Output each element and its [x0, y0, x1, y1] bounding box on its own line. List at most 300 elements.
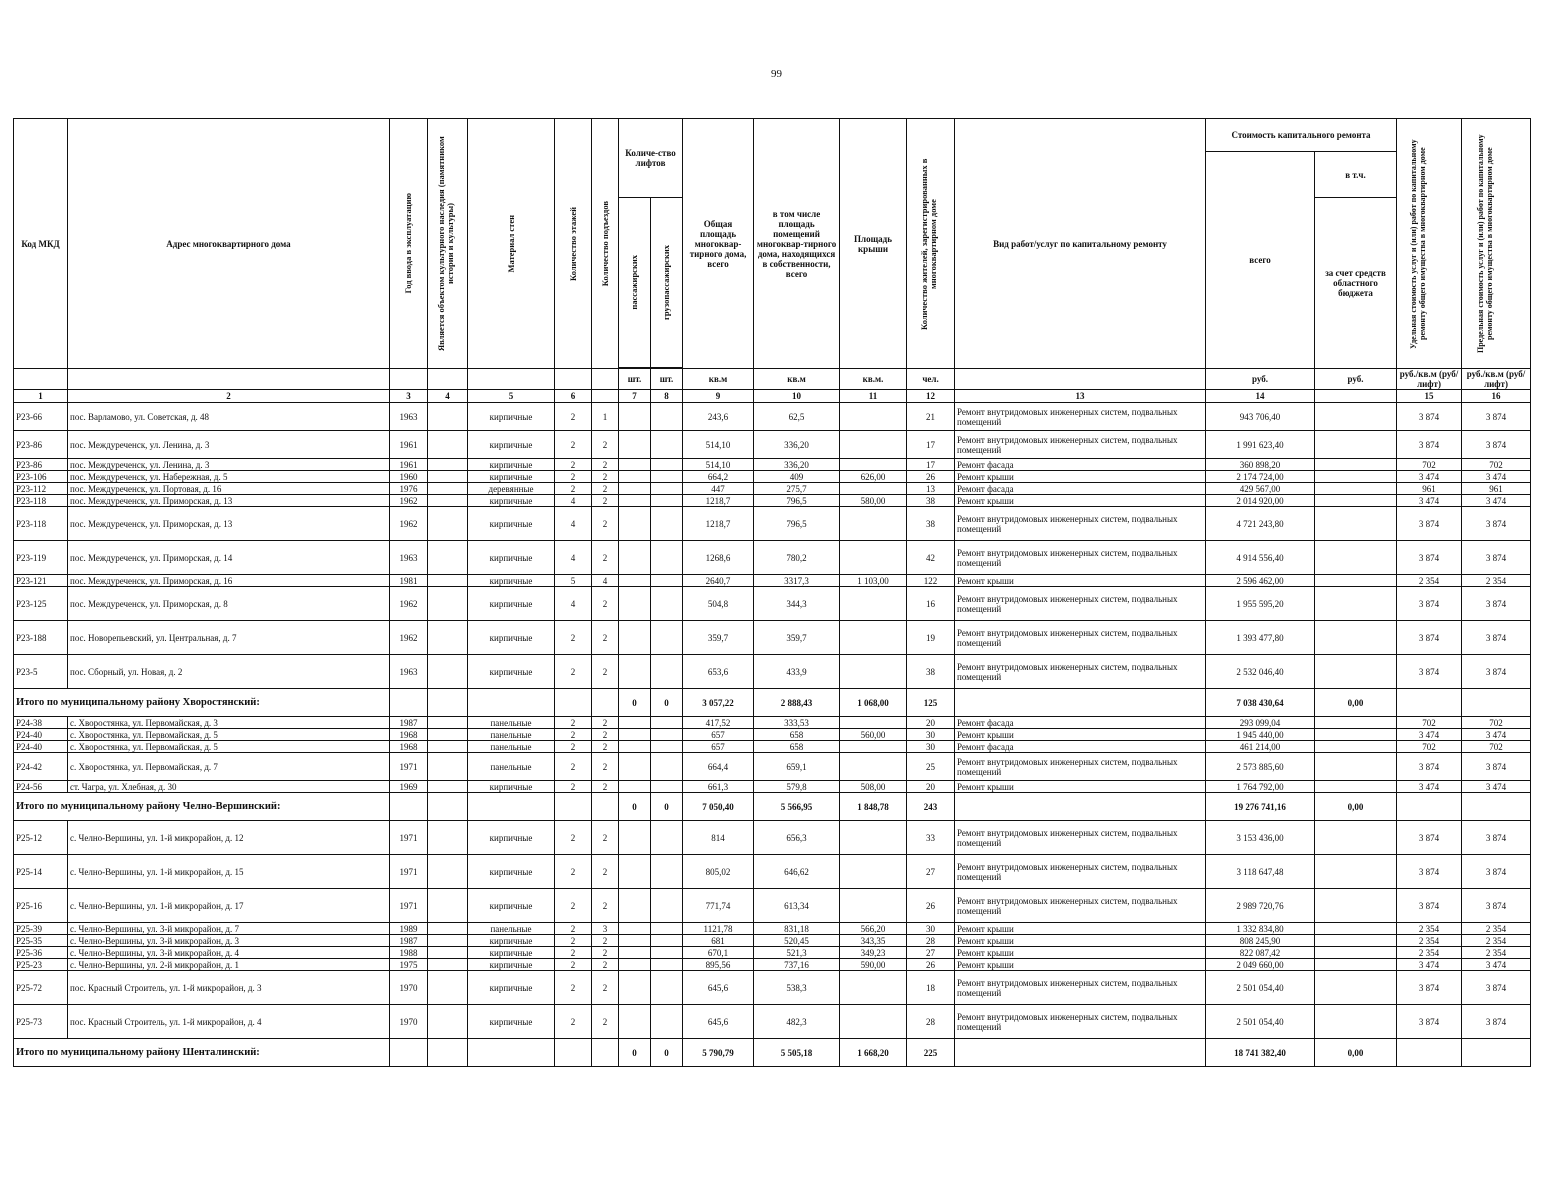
cell-residents: 17: [907, 459, 955, 471]
cell-lifts-passenger: [619, 403, 651, 431]
cell-cost-regional: [1315, 621, 1397, 655]
total-area: 3 057,22: [683, 689, 754, 717]
cell-entrances: 2: [592, 889, 619, 923]
cell-residents: 25: [907, 753, 955, 781]
cell-lifts-cargo: [651, 471, 683, 483]
cell-code: Р23-86: [14, 431, 68, 459]
cell-works: Ремонт внутридомовых инженерных систем, подвальных помещений: [955, 889, 1206, 923]
cell-entrances: 2: [592, 959, 619, 971]
cell-unit-cost: 3 474: [1397, 959, 1462, 971]
cell-floors: 2: [555, 459, 592, 471]
cell-max-cost: 702: [1462, 741, 1531, 753]
cell-max-cost: 3 874: [1462, 541, 1531, 575]
cell-floors: 2: [555, 753, 592, 781]
cell-wall: кирпичные: [468, 495, 555, 507]
total-label: Итого по муниципальному району Хворостянский:: [14, 689, 390, 717]
cell-heritage: [428, 431, 468, 459]
column-number: 15: [1397, 390, 1462, 403]
header-code: Код МКД: [14, 119, 68, 369]
cell-owned-area: 831,18: [754, 923, 840, 935]
table-cell: [390, 793, 428, 821]
cell-total-area: 805,02: [683, 855, 754, 889]
cell-lifts-cargo: [651, 575, 683, 587]
cell-year: 1970: [390, 1005, 428, 1039]
column-number: 3: [390, 390, 428, 403]
total-cost: 7 038 430,64: [1206, 689, 1315, 717]
total-owned-area: 5 566,95: [754, 793, 840, 821]
table-cell: [390, 689, 428, 717]
table-cell: [1462, 1039, 1531, 1067]
cell-entrances: 2: [592, 741, 619, 753]
cell-cost-total: 2 174 724,00: [1206, 471, 1315, 483]
cell-lifts-passenger: [619, 855, 651, 889]
cell-roof-area: [840, 717, 907, 729]
table-cell: [468, 793, 555, 821]
cell-cost-regional: [1315, 753, 1397, 781]
cell-residents: 30: [907, 741, 955, 753]
cell-year: 1961: [390, 431, 428, 459]
column-numbers-row: [14, 390, 1531, 403]
cell-roof-area: [840, 541, 907, 575]
cell-code: Р23-118: [14, 507, 68, 541]
total-label: Итого по муниципальному району Челно-Вершинский:: [14, 793, 390, 821]
cell-wall: панельные: [468, 753, 555, 781]
cell-heritage: [428, 495, 468, 507]
cell-works: Ремонт внутридомовых инженерных систем, подвальных помещений: [955, 1005, 1206, 1039]
header-lifts-passenger: пассажирских: [629, 255, 639, 310]
column-number: 9: [683, 390, 754, 403]
cell-lifts-passenger: [619, 541, 651, 575]
cell-owned-area: 646,62: [754, 855, 840, 889]
cell-unit-cost: 3 874: [1397, 621, 1462, 655]
cell-address: с. Челно-Вершины, ул. 3-й микрорайон, д. 4: [68, 947, 390, 959]
table-row: [14, 483, 1531, 495]
cell-residents: 122: [907, 575, 955, 587]
cell-cost-regional: [1315, 459, 1397, 471]
column-number: 14: [1206, 390, 1315, 403]
cell-heritage: [428, 781, 468, 793]
cell-wall: кирпичные: [468, 971, 555, 1005]
cell-residents: 20: [907, 781, 955, 793]
cell-total-area: 661,3: [683, 781, 754, 793]
cell-total-area: 417,52: [683, 717, 754, 729]
cell-cost-total: 1 764 792,00: [1206, 781, 1315, 793]
cell-total-area: 681: [683, 935, 754, 947]
cell-entrances: 1: [592, 403, 619, 431]
table-cell: [555, 793, 592, 821]
cell-entrances: 2: [592, 935, 619, 947]
table-row: [14, 655, 1531, 689]
cell-heritage: [428, 855, 468, 889]
table-cell: [955, 1039, 1206, 1067]
cell-entrances: 2: [592, 507, 619, 541]
cell-residents: 28: [907, 1005, 955, 1039]
cell-wall: кирпичные: [468, 431, 555, 459]
cell-max-cost: 2 354: [1462, 575, 1531, 587]
cell-lifts-passenger: [619, 483, 651, 495]
cell-total-area: 664,2: [683, 471, 754, 483]
cell-entrances: 2: [592, 971, 619, 1005]
cell-roof-area: [840, 459, 907, 471]
table-row: [14, 781, 1531, 793]
cell-entrances: 2: [592, 781, 619, 793]
cell-works: Ремонт фасада: [955, 483, 1206, 495]
table-row: [14, 575, 1531, 587]
cell-year: 1962: [390, 587, 428, 621]
cell-entrances: 2: [592, 495, 619, 507]
cell-lifts-passenger: [619, 587, 651, 621]
total-residents: 125: [907, 689, 955, 717]
cell-floors: 2: [555, 471, 592, 483]
total-area: 7 050,40: [683, 793, 754, 821]
table-row: [14, 729, 1531, 741]
cell-cost-total: 1 991 623,40: [1206, 431, 1315, 459]
cell-year: 1989: [390, 923, 428, 935]
total-lifts-cargo: 0: [651, 689, 683, 717]
cell-cost-total: 1 955 595,20: [1206, 587, 1315, 621]
cell-lifts-passenger: [619, 621, 651, 655]
cell-code: Р25-16: [14, 889, 68, 923]
cell-lifts-passenger: [619, 1005, 651, 1039]
cell-wall: кирпичные: [468, 947, 555, 959]
cell-roof-area: 626,00: [840, 471, 907, 483]
cell-code: Р23-119: [14, 541, 68, 575]
total-row: [14, 1039, 1531, 1067]
table-cell: [592, 689, 619, 717]
header-lifts-cargo: грузопассажирских: [661, 245, 671, 320]
cell-roof-area: [840, 621, 907, 655]
cell-entrances: 2: [592, 459, 619, 471]
cell-floors: 2: [555, 971, 592, 1005]
cell-works: Ремонт крыши: [955, 471, 1206, 483]
cell-works: Ремонт внутридомовых инженерных систем, подвальных помещений: [955, 971, 1206, 1005]
cell-cost-total: 943 706,40: [1206, 403, 1315, 431]
total-cost: 19 276 741,16: [1206, 793, 1315, 821]
cell-heritage: [428, 507, 468, 541]
cell-works: Ремонт внутридомовых инженерных систем, подвальных помещений: [955, 587, 1206, 621]
cell-year: 1961: [390, 459, 428, 471]
table-row: [14, 959, 1531, 971]
cell-entrances: 2: [592, 483, 619, 495]
cell-roof-area: [840, 855, 907, 889]
cell-residents: 13: [907, 483, 955, 495]
column-number: 13: [955, 390, 1206, 403]
cell-entrances: 2: [592, 471, 619, 483]
cell-code: Р24-40: [14, 741, 68, 753]
cell-floors: 2: [555, 889, 592, 923]
cell-unit-cost: 961: [1397, 483, 1462, 495]
table-row: [14, 741, 1531, 753]
cell-roof-area: [840, 431, 907, 459]
cell-cost-total: 2 501 054,40: [1206, 1005, 1315, 1039]
table-row: [14, 403, 1531, 431]
cell-lifts-passenger: [619, 935, 651, 947]
cell-lifts-passenger: [619, 729, 651, 741]
cell-year: 1971: [390, 753, 428, 781]
cell-owned-area: 433,9: [754, 655, 840, 689]
table-row: [14, 459, 1531, 471]
cell-cost-total: 2 532 046,40: [1206, 655, 1315, 689]
total-roof-area: 1 848,78: [840, 793, 907, 821]
cell-cost-total: 2 501 054,40: [1206, 971, 1315, 1005]
cell-max-cost: 3 874: [1462, 431, 1531, 459]
cell-max-cost: 3 874: [1462, 821, 1531, 855]
cell-address: с. Хворостянка, ул. Первомайская, д. 5: [68, 729, 390, 741]
cell-wall: панельные: [468, 923, 555, 935]
cell-wall: панельные: [468, 741, 555, 753]
table-row: [14, 541, 1531, 575]
cell-cost-total: 2 049 660,00: [1206, 959, 1315, 971]
cell-works: Ремонт внутридомовых инженерных систем, подвальных помещений: [955, 855, 1206, 889]
cell-max-cost: 2 354: [1462, 935, 1531, 947]
cell-lifts-passenger: [619, 575, 651, 587]
cell-address: с. Челно-Вершины, ул. 1-й микрорайон, д. 15: [68, 855, 390, 889]
cell-lifts-cargo: [651, 935, 683, 947]
cell-total-area: 514,10: [683, 459, 754, 471]
cell-roof-area: [840, 507, 907, 541]
cell-wall: кирпичные: [468, 541, 555, 575]
header-entrances: Количество подъездов: [599, 200, 610, 287]
unit-unit-cost: руб./кв.м (руб/лифт): [1397, 369, 1462, 390]
cell-year: 1960: [390, 471, 428, 483]
cell-owned-area: 62,5: [754, 403, 840, 431]
cell-wall: кирпичные: [468, 403, 555, 431]
cell-unit-cost: 3 874: [1397, 889, 1462, 923]
cell-address: пос. Междуреченск, ул. Приморская, д. 16: [68, 575, 390, 587]
cell-code: Р23-106: [14, 471, 68, 483]
cell-year: 1971: [390, 889, 428, 923]
cell-owned-area: 656,3: [754, 821, 840, 855]
cell-max-cost: 3 874: [1462, 753, 1531, 781]
cell-cost-regional: [1315, 855, 1397, 889]
cell-year: 1968: [390, 741, 428, 753]
cell-residents: 30: [907, 729, 955, 741]
cell-floors: 2: [555, 655, 592, 689]
cell-entrances: 2: [592, 587, 619, 621]
cell-year: 1975: [390, 959, 428, 971]
cell-address: ст. Чагра, ул. Хлебная, д. 30: [68, 781, 390, 793]
cell-cost-regional: [1315, 1005, 1397, 1039]
cell-lifts-cargo: [651, 923, 683, 935]
cell-heritage: [428, 655, 468, 689]
table-row: [14, 947, 1531, 959]
cell-address: с. Челно-Вершины, ул. 1-й микрорайон, д. 12: [68, 821, 390, 855]
cell-floors: 2: [555, 959, 592, 971]
cell-residents: 17: [907, 431, 955, 459]
table-row: [14, 935, 1531, 947]
cell-cost-total: 429 567,00: [1206, 483, 1315, 495]
cell-floors: 2: [555, 621, 592, 655]
table-row: [14, 855, 1531, 889]
cell-lifts-cargo: [651, 729, 683, 741]
cell-residents: 30: [907, 923, 955, 935]
cell-cost-regional: [1315, 935, 1397, 947]
cell-code: Р24-38: [14, 717, 68, 729]
cell-wall: кирпичные: [468, 459, 555, 471]
column-number: 6: [555, 390, 592, 403]
cell-floors: 2: [555, 483, 592, 495]
cell-works: Ремонт крыши: [955, 959, 1206, 971]
cell-residents: 26: [907, 889, 955, 923]
cell-works: Ремонт крыши: [955, 935, 1206, 947]
table-row: [14, 471, 1531, 483]
cell-floors: 2: [555, 717, 592, 729]
cell-owned-area: 344,3: [754, 587, 840, 621]
header-floors: Количество этажей: [567, 206, 578, 281]
cell-cost-regional: [1315, 541, 1397, 575]
cell-lifts-cargo: [651, 889, 683, 923]
cell-max-cost: 2 354: [1462, 923, 1531, 935]
cell-residents: 18: [907, 971, 955, 1005]
cell-address: пос. Междуреченск, ул. Приморская, д. 13: [68, 507, 390, 541]
cell-address: пос. Междуреченск, ул. Приморская, д. 13: [68, 495, 390, 507]
cell-max-cost: 3 874: [1462, 507, 1531, 541]
cell-unit-cost: 2 354: [1397, 935, 1462, 947]
cell-works: Ремонт крыши: [955, 495, 1206, 507]
unit-max-cost: руб./кв.м (руб/лифт): [1462, 369, 1531, 390]
header-cost-group: Стоимость капитального ремонта: [1206, 119, 1397, 152]
cell-code: Р25-14: [14, 855, 68, 889]
table-row: [14, 495, 1531, 507]
cell-wall: кирпичные: [468, 507, 555, 541]
cell-max-cost: 3 474: [1462, 471, 1531, 483]
cell-year: 1963: [390, 403, 428, 431]
cell-total-area: 514,10: [683, 431, 754, 459]
cell-address: с. Хворостянка, ул. Первомайская, д. 5: [68, 741, 390, 753]
cell-code: Р23-188: [14, 621, 68, 655]
cell-residents: 19: [907, 621, 955, 655]
cell-heritage: [428, 587, 468, 621]
cell-works: Ремонт внутридомовых инженерных систем, подвальных помещений: [955, 753, 1206, 781]
cell-residents: 38: [907, 495, 955, 507]
cell-address: пос. Междуреченск, ул. Ленина, д. 3: [68, 431, 390, 459]
cell-heritage: [428, 575, 468, 587]
cell-works: Ремонт крыши: [955, 575, 1206, 587]
total-cost-regional: 0,00: [1315, 1039, 1397, 1067]
cell-owned-area: 780,2: [754, 541, 840, 575]
cell-roof-area: 566,20: [840, 923, 907, 935]
cell-cost-total: 3 118 647,48: [1206, 855, 1315, 889]
cell-total-area: 657: [683, 741, 754, 753]
table-cell: [1462, 689, 1531, 717]
cell-owned-area: 796,5: [754, 495, 840, 507]
table-cell: [428, 793, 468, 821]
total-lifts-passenger: 0: [619, 1039, 651, 1067]
cell-heritage: [428, 717, 468, 729]
column-number: 4: [428, 390, 468, 403]
cell-unit-cost: 3 874: [1397, 655, 1462, 689]
cell-residents: 38: [907, 655, 955, 689]
cell-unit-cost: 3 874: [1397, 971, 1462, 1005]
cell-works: Ремонт внутридомовых инженерных систем, подвальных помещений: [955, 621, 1206, 655]
cell-address: пос. Красный Строитель, ул. 1-й микрорайон, д. 3: [68, 971, 390, 1005]
cell-owned-area: 658: [754, 741, 840, 753]
cell-cost-total: 1 945 440,00: [1206, 729, 1315, 741]
table-body: [14, 403, 1531, 1067]
cell-cost-regional: [1315, 575, 1397, 587]
cell-unit-cost: 3 874: [1397, 541, 1462, 575]
header-cost-regional: за счет средств областного бюджета: [1315, 198, 1397, 369]
cell-floors: 2: [555, 947, 592, 959]
cell-year: 1968: [390, 729, 428, 741]
cell-owned-area: 796,5: [754, 507, 840, 541]
cell-total-area: 1121,78: [683, 923, 754, 935]
table-row: [14, 717, 1531, 729]
table-cell: [1397, 793, 1462, 821]
cell-lifts-passenger: [619, 753, 651, 781]
cell-roof-area: [840, 889, 907, 923]
cell-code: Р25-39: [14, 923, 68, 935]
cell-owned-area: 336,20: [754, 459, 840, 471]
table-row: [14, 1005, 1531, 1039]
cell-wall: кирпичные: [468, 471, 555, 483]
cell-cost-regional: [1315, 655, 1397, 689]
cell-address: с. Хворостянка, ул. Первомайская, д. 3: [68, 717, 390, 729]
unit-cost-regional: руб.: [1315, 369, 1397, 390]
cell-heritage: [428, 947, 468, 959]
cell-floors: 4: [555, 495, 592, 507]
column-number: 16: [1462, 390, 1531, 403]
cell-floors: 2: [555, 729, 592, 741]
cell-heritage: [428, 889, 468, 923]
cell-heritage: [428, 741, 468, 753]
column-number: 2: [68, 390, 390, 403]
cell-lifts-passenger: [619, 459, 651, 471]
cell-code: Р25-12: [14, 821, 68, 855]
cell-cost-regional: [1315, 403, 1397, 431]
cell-year: 1963: [390, 655, 428, 689]
cell-cost-total: 822 087,42: [1206, 947, 1315, 959]
table-cell: [468, 1039, 555, 1067]
cell-wall: кирпичные: [468, 587, 555, 621]
header-year: Год ввода в эксплуатацию: [403, 193, 413, 294]
table-cell: [592, 793, 619, 821]
cell-lifts-cargo: [651, 821, 683, 855]
cell-cost-total: 293 099,04: [1206, 717, 1315, 729]
cell-heritage: [428, 729, 468, 741]
cell-cost-regional: [1315, 821, 1397, 855]
cell-unit-cost: 3 874: [1397, 507, 1462, 541]
cell-year: 1971: [390, 855, 428, 889]
cell-code: Р23-121: [14, 575, 68, 587]
cell-cost-total: 1 393 477,80: [1206, 621, 1315, 655]
header-unit-cost: Удельная стоимость услуг и (или) работ по капитальному ремонту общего имущества в многоквартирном доме: [1409, 138, 1428, 349]
header-lifts: Количе-ство лифтов: [619, 119, 683, 198]
header-address: Адрес многоквартирного дома: [68, 119, 390, 369]
cell-floors: 2: [555, 1005, 592, 1039]
cell-code: Р23-118: [14, 495, 68, 507]
cell-total-area: 657: [683, 729, 754, 741]
table-cell: [1462, 793, 1531, 821]
cell-code: Р24-56: [14, 781, 68, 793]
cell-heritage: [428, 541, 468, 575]
table-row: [14, 923, 1531, 935]
header-roof-area: Площадь крыши: [840, 119, 907, 369]
cell-year: 1988: [390, 947, 428, 959]
cell-works: Ремонт внутридомовых инженерных систем, подвальных помещений: [955, 403, 1206, 431]
total-roof-area: 1 668,20: [840, 1039, 907, 1067]
cell-total-area: 895,56: [683, 959, 754, 971]
cell-entrances: 2: [592, 729, 619, 741]
cell-entrances: 4: [592, 575, 619, 587]
cell-owned-area: 359,7: [754, 621, 840, 655]
cell-cost-total: 4 914 556,40: [1206, 541, 1315, 575]
cell-unit-cost: 702: [1397, 741, 1462, 753]
cell-entrances: 2: [592, 541, 619, 575]
cell-works: Ремонт внутридомовых инженерных систем, подвальных помещений: [955, 655, 1206, 689]
unit-residents: чел.: [907, 369, 955, 390]
cell-year: 1962: [390, 495, 428, 507]
